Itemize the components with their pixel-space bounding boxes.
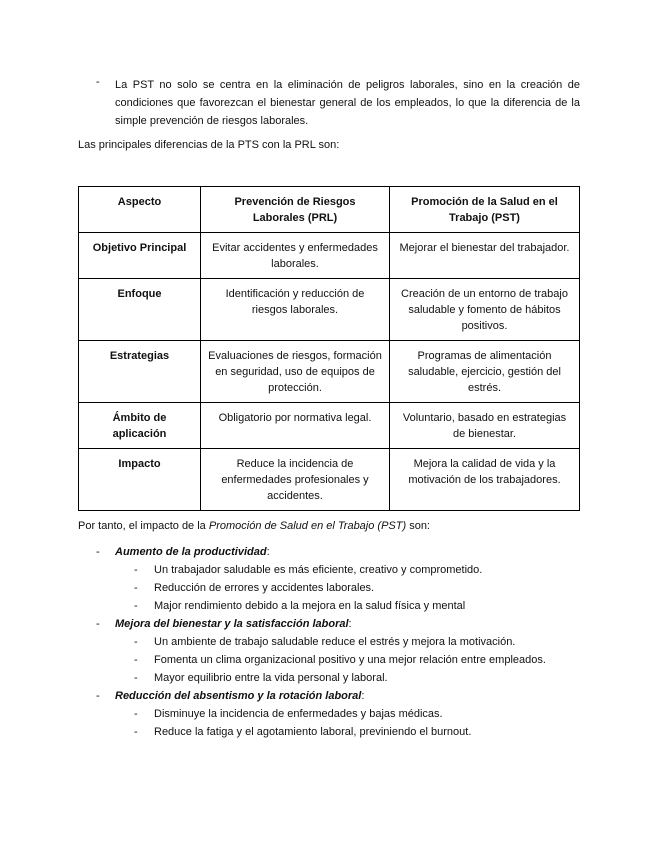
cell-pst: Voluntario, basado en estrategias de bienestar. — [390, 403, 580, 449]
cell-prl: Identificación y reducción de riesgos laborales. — [201, 279, 390, 341]
intro-bullet — [96, 76, 580, 130]
impact-group-title-text: Reducción del absentismo y la rotación laboral — [115, 690, 362, 702]
table-row — [79, 403, 580, 449]
cell-pst: Mejora la calidad de vida y la motivación de los trabajadores. — [390, 449, 580, 511]
cell-aspect: Ámbito de aplicación — [79, 403, 201, 449]
list-item-text: Disminuye la incidencia de enfermedades y bajas médicas. — [154, 708, 443, 720]
cell-prl: Reduce la incidencia de enfermedades profesionales y accidentes. — [201, 449, 390, 511]
list-item-text: Un trabajador saludable es más eficiente, creativo y comprometido. — [154, 564, 483, 576]
comparison-table — [78, 186, 580, 511]
cell-pst: Programas de alimentación saludable, ejercicio, gestión del estrés. — [390, 341, 580, 403]
cell-aspect: Estrategias — [79, 341, 201, 403]
impact-group-title-text: Aumento de la productividad — [115, 546, 267, 558]
cell-prl: Evitar accidentes y enfermedades laborales. — [201, 233, 390, 279]
list-item-text: Un ambiente de trabajo saludable reduce el estrés y mejora la motivación. — [154, 636, 516, 648]
bullet-dash: - — [134, 672, 138, 684]
table-header-row — [79, 187, 580, 233]
cell-prl: Obligatorio por normativa legal. — [201, 403, 390, 449]
cell-aspect: Impacto — [79, 449, 201, 511]
bullet-dash: - — [96, 76, 100, 88]
table-row — [79, 233, 580, 279]
differences-lead: Las principales diferencias de la PTS con la PRL son: — [78, 139, 340, 151]
list-item-text: Major rendimiento debido a la mejora en la salud física y mental — [154, 600, 466, 612]
bullet-dash: - — [134, 600, 138, 612]
table-row — [79, 341, 580, 403]
impact-lead-before: Por tanto, el impacto de la — [78, 520, 209, 532]
intro-bullet-text: La PST no solo se centra en la eliminación de peligros laborales, sino en la creación de condiciones que favorezcan el bienestar general de los empleados, lo que la diferencia de la simple prevención de riesgos laborales. — [115, 79, 580, 127]
bullet-dash: - — [134, 564, 138, 576]
impact-group-title-text: Mejora del bienestar y la satisfacción laboral — [115, 618, 349, 630]
bullet-dash: - — [134, 654, 138, 666]
bullet-dash: - — [96, 618, 100, 630]
table-row — [79, 279, 580, 341]
cell-aspect: Objetivo Principal — [79, 233, 201, 279]
bullet-dash: - — [134, 708, 138, 720]
cell-aspect: Enfoque — [79, 279, 201, 341]
list-item-text: Mayor equilibrio entre la vida personal y laboral. — [154, 672, 388, 684]
header-aspect: Aspecto — [79, 187, 201, 233]
header-pst: Promoción de la Salud en el Trabajo (PST) — [390, 187, 580, 233]
impact-lead-after: son: — [406, 520, 430, 532]
table-row — [79, 449, 580, 511]
list-item-text: Reduce la fatiga y el agotamiento laboral, previniendo el burnout. — [154, 726, 472, 738]
impact-lead — [78, 518, 430, 534]
cell-prl: Evaluaciones de riesgos, formación en seguridad, uso de equipos de protección. — [201, 341, 390, 403]
impact-lead-italic: Promoción de Salud en el Trabajo (PST) — [208, 520, 407, 532]
bullet-dash: - — [96, 546, 100, 558]
cell-pst: Creación de un entorno de trabajo saludable y fomento de hábitos positivos. — [390, 279, 580, 341]
list-item-text: Reducción de errores y accidentes laborales. — [154, 582, 375, 594]
impact-group-title-suffix: : — [266, 546, 270, 558]
header-prl: Prevención de Riesgos Laborales (PRL) — [201, 187, 390, 233]
cell-pst: Mejorar el bienestar del trabajador. — [390, 233, 580, 279]
impact-group-title-suffix: : — [348, 618, 352, 630]
bullet-dash: - — [134, 636, 138, 648]
list-item-text: Fomenta un clima organizacional positivo y una mejor relación entre empleados. — [154, 654, 546, 666]
impact-group-title-suffix: : — [361, 690, 365, 702]
bullet-dash: - — [134, 582, 138, 594]
bullet-dash: - — [96, 690, 100, 702]
bullet-dash: - — [134, 726, 138, 738]
